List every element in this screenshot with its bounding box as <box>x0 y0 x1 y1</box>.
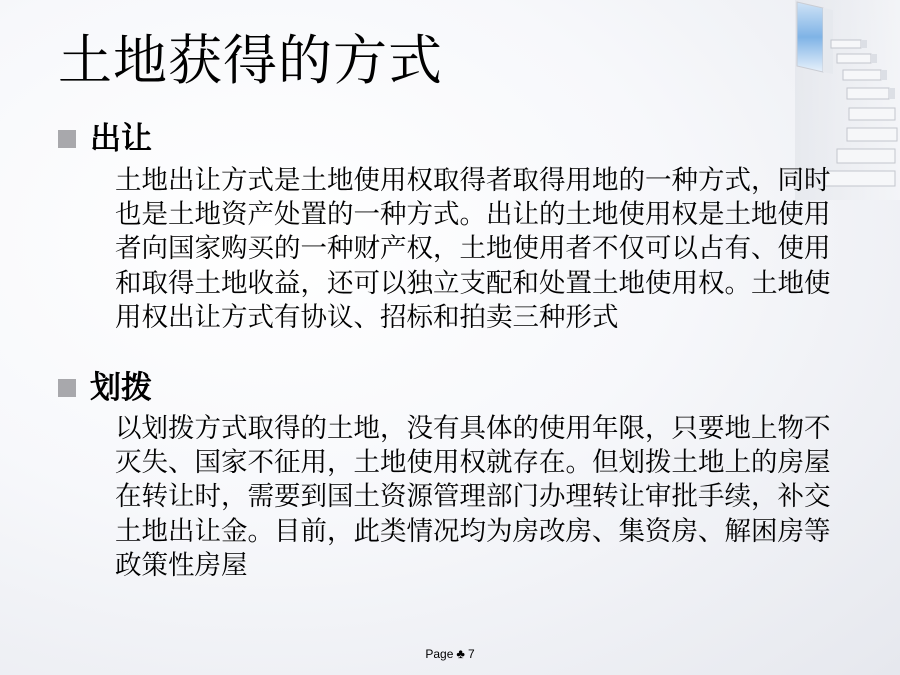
bullet-square-icon <box>58 130 76 148</box>
section-heading-label: 出让 <box>90 121 152 157</box>
section-body-transfer: 土地出让方式是土地使用权取得者取得用地的一种方式，同时也是土地资产处置的一种方式。出让的土地使用权是土地使用者向国家购买的一种财产权，土地使用者不仅可以占有、使用和取得土地收益，还可以独立支配和处置土地使用权。土地使用权出让方式有协议、招标和拍卖三种形式 <box>115 165 831 333</box>
section-body-allocation: 以划拨方式取得的土地，没有具体的使用年限，只要地上物不灭失、国家不征用，土地使用权就存在。但划拨土地上的房屋在转让时，需要到国土资源管理部门办理转让审批手续，补交土地出让金。目前，此类情况均为房改房、集资房、解困房等政策性房屋 <box>115 413 831 581</box>
bullet-square-icon <box>58 379 76 397</box>
section-heading-allocation <box>58 368 152 408</box>
section-heading-label: 划拨 <box>90 370 152 406</box>
slide-title: 土地获得的方式 <box>58 29 443 92</box>
page-footer <box>0 646 900 661</box>
page-label: Page <box>425 647 454 661</box>
club-icon: ♣ <box>456 646 465 661</box>
section-heading-transfer <box>58 119 152 159</box>
page-number: 7 <box>467 647 475 661</box>
